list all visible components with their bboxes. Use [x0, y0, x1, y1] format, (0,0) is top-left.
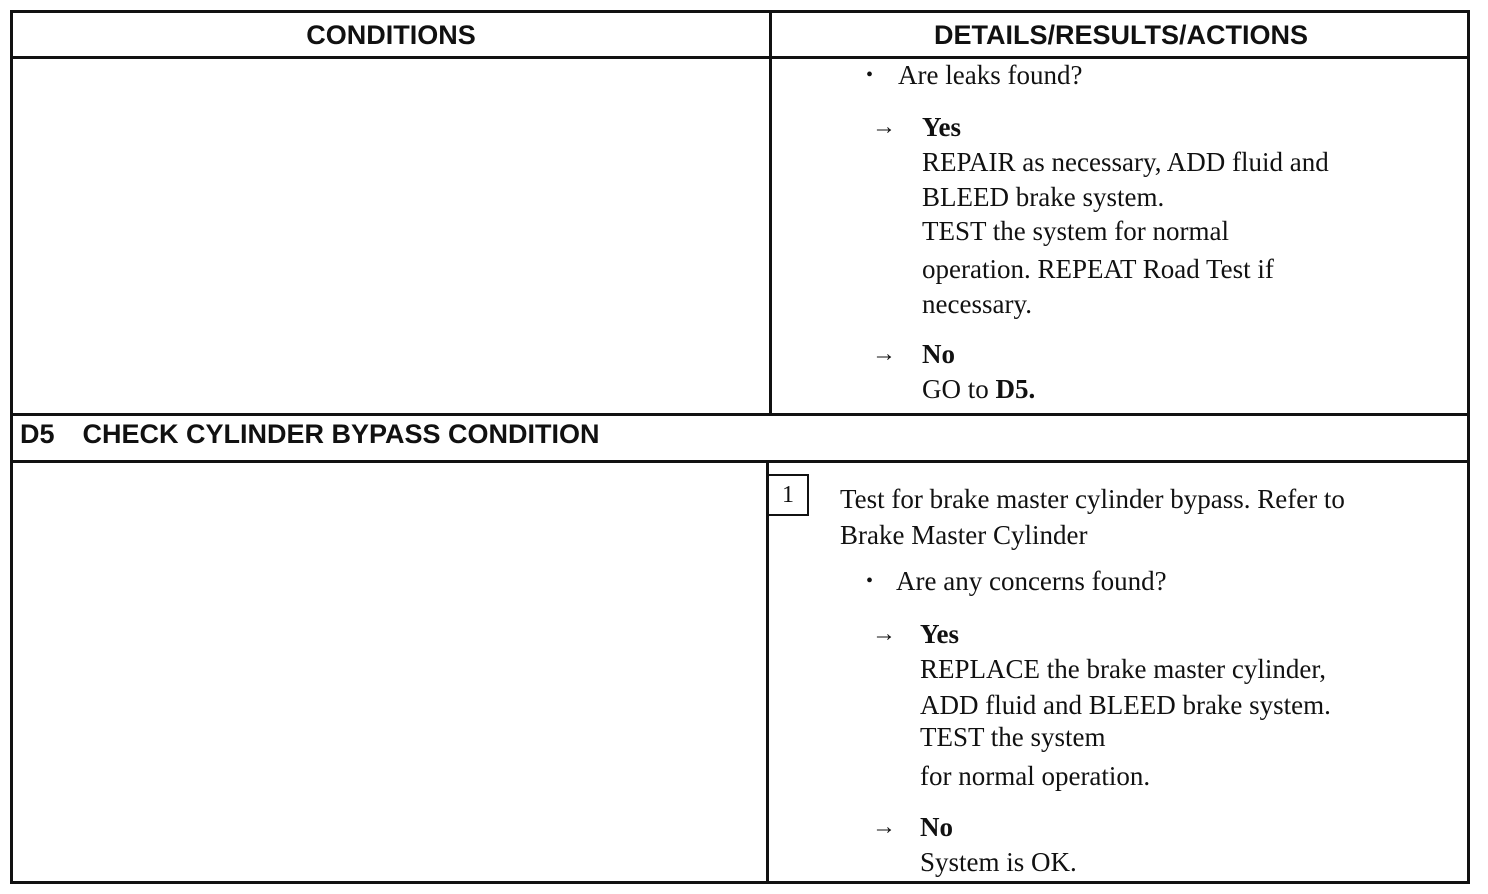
row2-yes-line: for normal operation. — [920, 761, 1151, 791]
row1-no-line — [922, 372, 1035, 406]
step-line: Brake Master Cylinder — [840, 520, 1088, 550]
row1-yes-line: TEST the system for normal — [922, 216, 1229, 246]
arrow-icon: → — [872, 341, 896, 367]
row1-yes-line: BLEED brake system. — [922, 182, 1165, 212]
section-bottom-divider — [13, 460, 1467, 463]
row2-no-label: No — [920, 812, 953, 842]
row2-yes-line: ADD fluid and BLEED brake system. — [920, 690, 1331, 720]
row2-yes-label: Yes — [920, 619, 959, 649]
row2-no-line: System is OK. — [920, 847, 1077, 877]
section-code: D5 — [20, 418, 55, 449]
step-number: 1 — [782, 481, 794, 508]
bullet-icon: • — [866, 64, 874, 86]
column-divider-lower — [766, 460, 769, 884]
row2-yes-line: TEST the system — [920, 722, 1106, 752]
step-number-box — [767, 474, 809, 516]
row1-yes-line: operation. REPEAT Road Test if — [922, 254, 1274, 284]
row1-no-label: No — [922, 339, 955, 369]
section-title — [20, 412, 600, 456]
row1-question: Are leaks found? — [898, 60, 1083, 90]
step-line: Test for brake master cylinder bypass. Refer to — [840, 484, 1345, 514]
row1-no-text: GO to — [922, 374, 989, 404]
d5-reference-link[interactable]: D5. — [995, 374, 1036, 404]
row2-yes-line: REPLACE the brake master cylinder, — [920, 654, 1327, 684]
bullet-icon: • — [866, 570, 874, 592]
conditions-header: CONDITIONS — [306, 19, 476, 50]
arrow-icon: → — [872, 114, 896, 140]
arrow-icon: → — [872, 814, 896, 840]
column-divider-upper — [769, 13, 772, 416]
row2-question: Are any concerns found? — [896, 566, 1167, 596]
row1-yes-line: necessary. — [922, 289, 1032, 319]
section-title-text: CHECK CYLINDER BYPASS CONDITION — [82, 418, 600, 449]
row1-yes-label: Yes — [922, 112, 961, 142]
details-header: DETAILS/RESULTS/ACTIONS — [933, 19, 1308, 50]
arrow-icon: → — [872, 621, 896, 647]
row1-yes-line: REPAIR as necessary, ADD fluid and — [922, 147, 1329, 177]
